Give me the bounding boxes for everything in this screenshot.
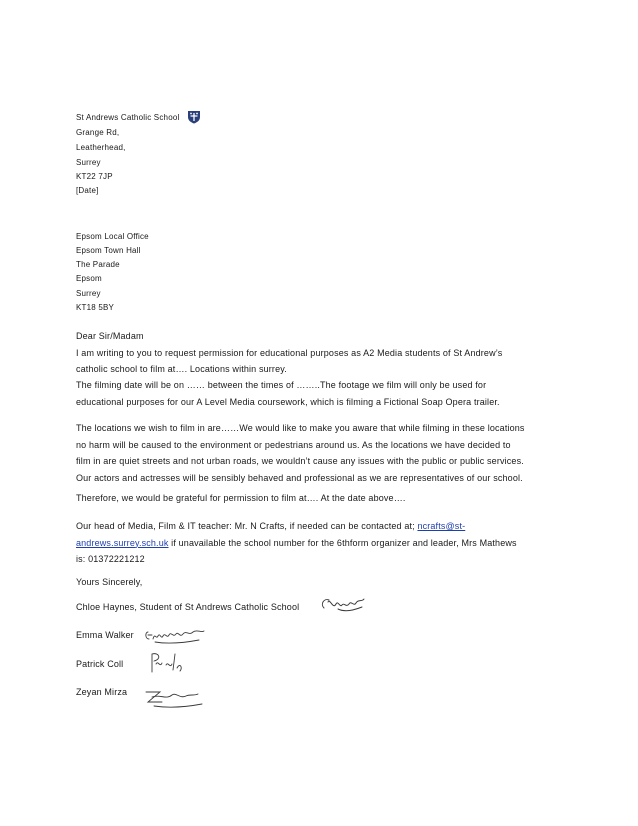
signatory-name: Chloe Haynes, Student of St Andrews Catholic School xyxy=(76,602,300,612)
salutation xyxy=(76,328,576,378)
signatory-name: Emma Walker xyxy=(76,630,134,640)
paragraph-line xyxy=(76,535,576,552)
sender-address-line: Grange Rd, xyxy=(76,128,120,137)
paragraph-line: Therefore, we would be grateful for permission to film at…. At the date above…. xyxy=(76,493,406,503)
signatory-name: Patrick Coll xyxy=(76,659,124,669)
paragraph-line: no harm will be caused to the environment or pedestrians around us. As the locations we have decided to xyxy=(76,439,511,450)
contact-text: Our head of Media, Film & IT teacher: Mr. N Crafts, if needed can be contacted at; xyxy=(76,521,418,531)
sender-date: [Date] xyxy=(76,186,99,195)
recipient-address-line: The Parade xyxy=(76,260,120,269)
recipient-address-line: KT18 5BY xyxy=(76,303,115,312)
signature-patrick xyxy=(147,650,187,676)
paragraph-line: is: 01372221212 xyxy=(76,554,145,564)
recipient-address-line: Epsom Local Office xyxy=(76,232,149,241)
paragraph-request xyxy=(76,490,576,507)
signature-chloe xyxy=(318,594,368,616)
closing xyxy=(76,574,576,591)
sender-address-line: KT22 7JP xyxy=(76,172,113,181)
paragraph-line: I am writing to you to request permission for educational purposes as A2 Media students of St Andrew’s xyxy=(76,347,503,358)
signatory-name: Zeyan Mirza xyxy=(76,687,128,697)
sender-address-line: Surrey xyxy=(76,158,101,167)
paragraph-line: Our actors and actresses will be sensibly behaved and professional as we are representatives of our school. xyxy=(76,472,523,483)
email-link[interactable]: ncrafts@st- xyxy=(417,521,466,531)
recipient-address-line: Epsom xyxy=(76,274,102,283)
paragraph-line: film in are quiet streets and not urban roads, we wouldn’t cause any issues with the public or public services. xyxy=(76,456,524,466)
paragraph-line: The filming date will be on …… between the times of ……..The footage we film will only be used for xyxy=(76,380,487,390)
recipient-address-line: Epsom Town Hall xyxy=(76,246,141,255)
signature-zeyan xyxy=(140,684,206,710)
sender-address-line: Leatherhead, xyxy=(76,143,126,152)
recipient-address-line: Surrey xyxy=(76,289,101,298)
sender-school-name: St Andrews Catholic School xyxy=(76,113,180,122)
paragraph-locations xyxy=(76,420,576,486)
school-crest-icon xyxy=(187,110,201,124)
email-link-continued[interactable]: andrews.surrey.sch.uk xyxy=(76,537,169,548)
paragraph-contact xyxy=(76,518,576,568)
salutation-text: Dear Sir/Madam xyxy=(76,331,144,341)
paragraph-line: catholic school to film at…. Locations within surrey. xyxy=(76,364,287,374)
closing-text: Yours Sincerely, xyxy=(76,577,143,587)
paragraph-line xyxy=(76,518,576,535)
paragraph-line: The locations we wish to film in are……We would like to make you aware that while filming in these locations xyxy=(76,423,525,433)
paragraph-line: educational purposes for our A Level Media coursework, which is filming a Fictional Soap Opera trailer. xyxy=(76,396,500,407)
paragraph-filming-date xyxy=(76,377,576,410)
signature-emma xyxy=(143,624,207,646)
contact-text: if unavailable the school number for the 6thform organizer and leader, Mrs Mathews xyxy=(168,537,517,548)
